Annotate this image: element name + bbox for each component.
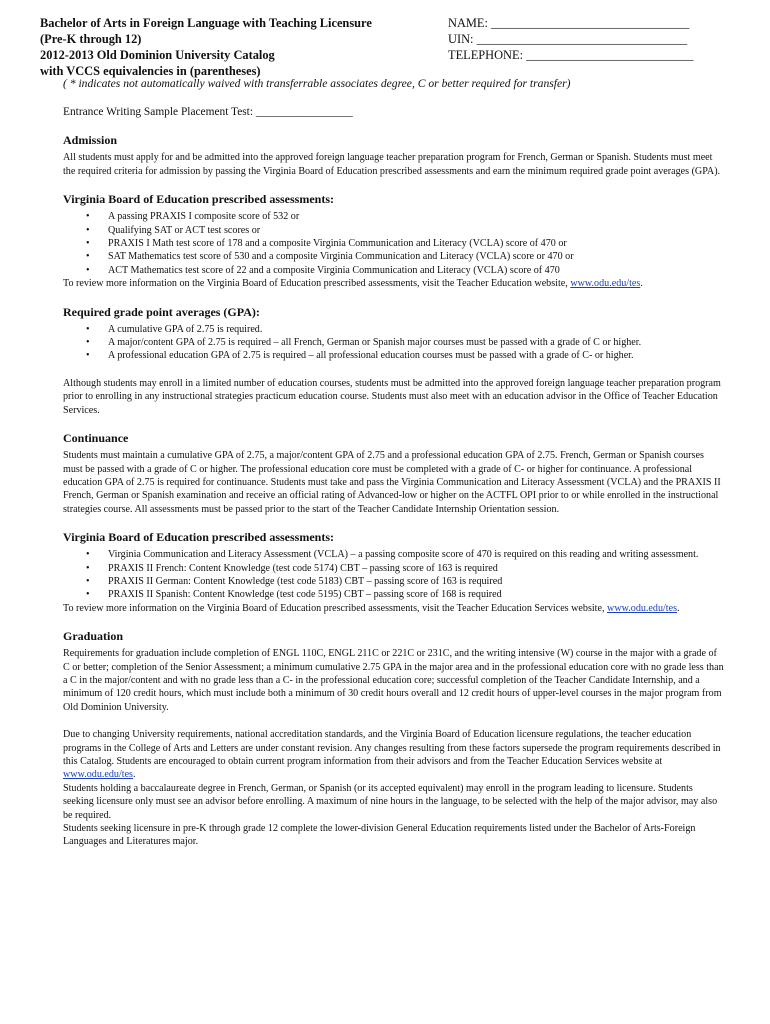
list-item: • PRAXIS II Spanish: Content Knowledge (test code 5195) CBT – passing score of 168 is required [63,588,725,601]
period: . [677,602,680,614]
list-item: • PRAXIS II French: Content Knowledge (test code 5174) CBT – passing score of 163 is required [63,562,725,575]
continuance-text: Students must maintain a cumulative GPA of 2.75, a major/content GPA of 2.75 and a professional education GPA of 2.75. French, German or Spanish courses must be passed with a grade of C or higher. The professional education core must be completed with a grade of C- or higher for continuance. A professional education GPA of 2.75 is required for continuance. Students must take and pass the Virginia Communication and Literacy Assessment (VCLA) and the PRAXIS II French, German or Spanish examination and receive an official rating of Advanced-low or higher on the ACTFL OPI prior to or while enrolled in the instructional strategies course. All assessments must be passed prior to the start of the Teacher Candidate Internship Orientation session. [63,450,721,515]
telephone-field[interactable]: TELEPHONE: ___________________________ [448,48,694,62]
graduation-text: Requirements for graduation include completion of ENGL 110C, ENGL 211C or 221C or 231C, and the writing intensive (W) course in the major with a grade of C or better; completion of the Senior Assessment; a minimum cumulative 2.75 GPA in the major area and in the professional education core with no grade less than a C in the major/content and with no grade less than a C- in the professional education core; successful completion of the Teacher Candidate Internship, and a minimum of 120 credit hours, which must include both a minimum of 30 credit hours overall and 12 credit hours of upper-level courses in the major program from Old Dominion University. [63,648,724,713]
enrollment-note: Although students may enroll in a limited number of education courses, students must be admitted into the approved foreign language teacher preparation program prior to enrolling in any instructional strategies practicum education course. Students must also meet with an education advisor in the Office of Teacher Education Services. [63,377,721,416]
list-item: • A professional education GPA of 2.75 is required – all professional education courses must be passed with a grade of C- or higher. [63,349,725,362]
vbe-assessments-list [63,210,725,277]
uin-field[interactable]: UIN: __________________________________ [448,32,688,46]
list-item: • ACT Mathematics test score of 22 and a composite Virginia Communication and Literacy (VCLA) score of 470 [63,264,725,277]
graduation-heading: Graduation [63,629,124,644]
tes-link[interactable]: www.odu.edu/tes [607,602,678,614]
changes-text: Due to changing University requirements, national accreditation standards, and the Virginia Board of Education licensure regulations, the teacher education programs in the College of Arts and Letters are under constant revision. Any changes resulting from these factors supersede the program requirements described in this Catalog. Students are encouraged to obtain current program information from their advisors and from the Teacher Education Services website at [63,729,721,767]
review-text: To review more information on the Virginia Board of Education prescribed assessments, visit the Teacher Education Services website, [63,602,608,614]
document-body [63,106,725,849]
vbe-review-text [63,277,725,290]
list-item: • A major/content GPA of 2.75 is required – all French, German or Spanish major courses must be passed with a grade of C or higher. [63,336,725,349]
list-item: • Virginia Communication and Literacy Assessment (VCLA) – a passing composite score of 470 is required on this reading and writing assessment. [63,548,725,561]
vccs-note: with VCCS equivalencies in (parentheses) [40,64,261,78]
catalog-year: 2012-2013 Old Dominion University Catalog [40,48,275,62]
list-item: • SAT Mathematics test score of 530 and a composite Virginia Communication and Literacy (VCLA) score or 470 or [63,250,725,263]
transfer-note: ( * indicates not automatically waived with transferrable associates degree, C or better required for transfer) [63,77,571,90]
admission-text: All students must apply for and be admitted into the approved foreign language teacher preparation program for French, German or Spanish. Students must meet the required criteria for admission by passing the Virginia Board of Education prescribed assessments and earn the minimum required grade point averages (GPA). [63,152,721,177]
continuance-heading: Continuance [63,431,129,446]
prek-text: Students seeking licensure in pre-K through grade 12 complete the lower-division General Education requirements listed under the Bachelor of Arts-Foreign Languages and Literatures major. [63,823,696,848]
program-changes-text [63,728,725,782]
tes-link[interactable]: www.odu.edu/tes [570,278,641,290]
gpa-list [63,323,725,363]
entrance-test-field[interactable]: Entrance Writing Sample Placement Test: _________________ [63,106,353,118]
baccalaureate-text: Students holding a baccalaureate degree in French, German, or Spanish (or its accepted equivalent) may enroll in the program leading to licensure. Students seeking licensure only must see an advisor before enrolling. A maximum of nine hours in the language, to be selected with the help of the major advisor, may also be required. [63,782,718,821]
list-item: • Qualifying SAT or ACT test scores or [63,224,725,237]
gpa-heading: Required grade point averages (GPA): [63,304,260,319]
list-item: • A cumulative GPA of 2.75 is required. [63,323,725,336]
program-title-block [40,15,440,79]
review-text: To review more information on the Virginia Board of Education prescribed assessments, visit the Teacher Education website, [63,278,571,290]
vbe-assessments-heading-2: Virginia Board of Education prescribed assessments: [63,530,335,545]
vbe-review-text-2 [63,602,725,615]
student-info-block [448,15,738,63]
list-item: • A passing PRAXIS I composite score of 532 or [63,210,725,223]
vbe-assessments-list-2 [63,548,725,602]
program-grades: (Pre-K through 12) [40,32,142,46]
name-field[interactable]: NAME: ________________________________ [448,16,690,30]
list-item: • PRAXIS I Math test score of 178 and a composite Virginia Communication and Literacy (VCLA) score of 470 or [63,237,725,250]
tes-link[interactable]: www.odu.edu/tes [63,769,133,781]
period: . [133,769,136,781]
admission-heading: Admission [63,133,118,148]
program-title: Bachelor of Arts in Foreign Language with Teaching Licensure [40,16,372,30]
period: . [640,278,643,290]
vbe-assessments-heading: Virginia Board of Education prescribed assessments: [63,192,335,207]
list-item: • PRAXIS II German: Content Knowledge (test code 5183) CBT – passing score of 163 is required [63,575,725,588]
